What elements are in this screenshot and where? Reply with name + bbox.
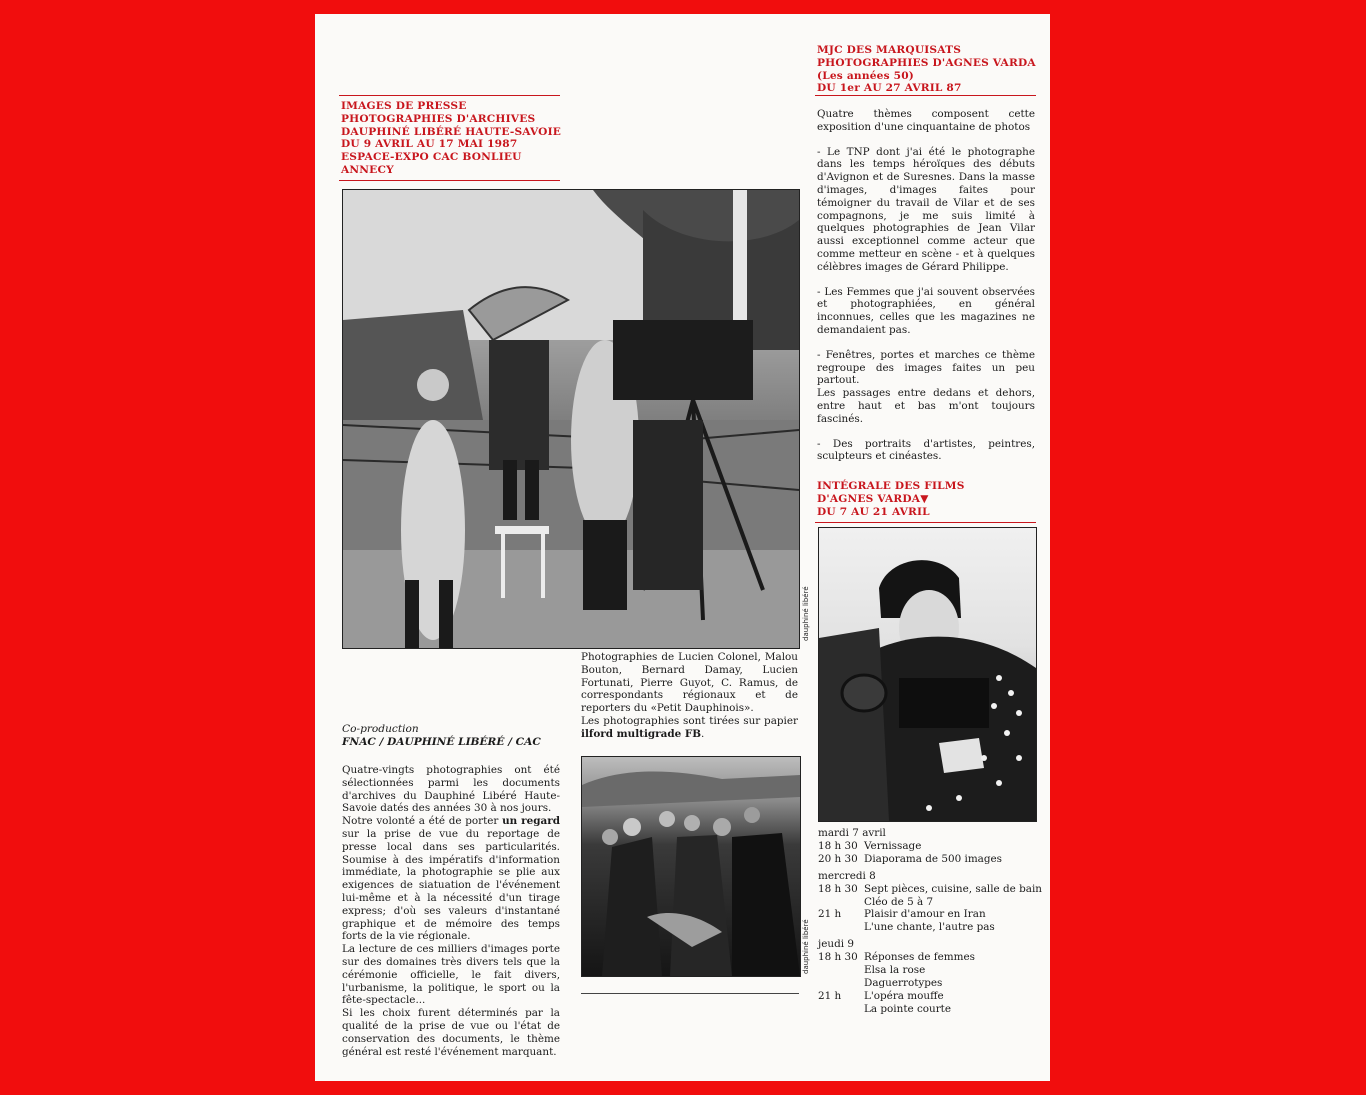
header-line: DU 7 AU 21 AVRIL <box>817 505 930 518</box>
schedule-day: mercredi 8 <box>818 869 876 882</box>
caption-text: Photographies de Lucien Colonel, Malou Bouton, Bernard Damay, Lucien Fortunati, Pierre Guyot, C. Ramus, de correspondants régionaux et de reporters du «Petit Dauphinois». <box>581 651 798 715</box>
film-title: Plaisir d'amour en Iran <box>864 908 986 921</box>
archives-paragraph: Quatre-vingts photographies ont été sélectionnées parmi les documents d'archives du Dauphiné Libéré Haute-Savoie datés des années 30 à nos jours. <box>342 764 560 815</box>
header-line: ESPACE-EXPO CAC BONLIEU <box>341 151 522 164</box>
film-title: Elsa la rose <box>864 964 926 977</box>
ceremony-crowd-photo <box>581 756 801 977</box>
archives-paragraph: sur la prise de vue du reportage de presse local dans ses particularités. Soumise à des impératifs d'information immédiate, la photographie se plie aux exigences de siatuation de l'événement lui-même et à la nécessité d'un tirage express; d'où ses valeurs d'instantané graphique et de mémoire des temps forts de la vie régionale. <box>342 827 560 943</box>
film-title: Cléo de 5 à 7 <box>864 895 934 908</box>
film-title: Réponses de femmes <box>864 951 975 964</box>
film-title: Diaporama de 500 images <box>864 852 1003 865</box>
archives-paragraph: La lecture de ces milliers d'images porte sur des domaines très divers tels que la cérémonie officielle, le fait divers, l'urbanisme, la politique, le sport ou la fête-spectacle... <box>342 943 560 1007</box>
header-rule <box>815 95 1036 96</box>
schedule-entry <box>818 964 1043 977</box>
schedule-entry <box>818 977 1043 990</box>
films-header <box>817 480 965 518</box>
schedule-entry <box>818 853 1043 866</box>
header-line: MJC DES MARQUISATS <box>817 44 962 56</box>
header-line: D'AGNES VARDA▼ <box>817 492 929 505</box>
header-line: PHOTOGRAPHIES D'ARCHIVES <box>341 112 536 125</box>
archives-paragraph: Si les choix furent déterminés par la qualité de la prise de vue ou l'état de conservation des documents, le thème général est resté l'événement marquant. <box>342 1007 560 1058</box>
varda-paragraph: Les passages entre dedans et dehors, entre haut et bas m'ont toujours fascinés. <box>817 387 1035 425</box>
archives-paragraph: Notre volonté a été de porter <box>342 815 499 828</box>
header-line: DU 1er AU 27 AVRIL 87 <box>817 82 962 95</box>
header-line: DU 9 AVRIL AU 17 MAI 1987 <box>341 138 518 151</box>
column-rule <box>581 993 799 994</box>
archives-emphasis: un regard <box>502 815 560 828</box>
press-photographers-photo <box>342 189 800 649</box>
schedule-time: 18 h 30 <box>818 839 858 852</box>
coproduction-block <box>342 723 541 749</box>
coproduction-partners: FNAC / DAUPHINÉ LIBÉRÉ / CAC <box>342 736 541 748</box>
schedule-time: 21 h <box>818 908 842 921</box>
schedule-time: 18 h 30 <box>818 882 858 895</box>
film-title: Daguerrotypes <box>864 976 943 989</box>
photo-illustration <box>343 190 799 648</box>
schedule-entry <box>818 951 1043 964</box>
header-line: (Les années 50) <box>817 69 915 82</box>
header-line: PHOTOGRAPHIES D'AGNES VARDA <box>817 56 1036 69</box>
film-title: L'opéra mouffe <box>864 989 944 1002</box>
varda-paragraph: - Les Femmes que j'ai souvent observées et photographiées, en général inconnues, celles que les magazines ne demandaient pas. <box>817 285 1035 336</box>
schedule-entry <box>818 908 1043 921</box>
header-rule-bottom <box>339 180 560 181</box>
header-rule-top <box>339 95 560 96</box>
schedule-entry <box>818 921 1043 934</box>
archives-description <box>342 764 560 1058</box>
coproduction-label: Co-production <box>342 723 419 735</box>
schedule-day: mardi 7 avril <box>818 827 886 839</box>
caption-paper: Les photographies sont tirées sur papier <box>581 714 798 727</box>
schedule-time: 18 h 30 <box>818 951 858 964</box>
film-schedule <box>818 827 1043 1016</box>
header-line: DAUPHINÉ LIBÉRÉ HAUTE-SAVOIE <box>341 125 562 138</box>
header-line: INTÉGRALE DES FILMS <box>817 480 965 492</box>
varda-description <box>817 108 1035 463</box>
varda-paragraph: Quatre thèmes composent cette exposition d'une cinquantaine de photos <box>817 108 1035 133</box>
varda-paragraph: - Des portraits d'artistes, peintres, sculpteurs et cinéastes. <box>817 437 1035 463</box>
brochure-page <box>315 14 1050 1081</box>
schedule-entry <box>818 896 1043 909</box>
film-title: L'une chante, l'autre pas <box>864 921 995 934</box>
schedule-entry <box>818 840 1043 853</box>
exhibition-header <box>341 100 561 177</box>
photo-credit: dauphiné libéré <box>802 586 810 641</box>
header-line: IMAGES DE PRESSE <box>341 100 467 112</box>
header-line: ANNECY <box>341 163 394 176</box>
film-title: Vernissage <box>864 839 922 852</box>
agnes-varda-portrait-photo <box>818 527 1037 822</box>
schedule-entry <box>818 883 1043 896</box>
varda-paragraph: - Le TNP dont j'ai été le photographe dans les temps héroïques des débuts d'Avignon et de Suresnes. Dans la masse d'images, d'images faites pour témoigner du travail de Vilar et de ses compagnons, je me suis limité à quelques photographies de Jean Vilar aussi exceptionnel comme acteur que comme metteur en scène - et à quelques célèbres images de Gérard Philippe. <box>817 145 1035 273</box>
photo-illustration <box>819 528 1036 821</box>
film-title: Sept pièces, cuisine, salle de bain <box>864 882 1042 895</box>
photo-credit: dauphiné libéré <box>802 919 810 974</box>
schedule-entry <box>818 1003 1043 1016</box>
varda-paragraph: - Fenêtres, portes et marches ce thème regroupe des images faites un peu partout. <box>817 348 1035 387</box>
photo-illustration <box>582 757 800 976</box>
schedule-time: 20 h 30 <box>818 852 858 865</box>
header-rule <box>815 522 1036 523</box>
varda-exhibition-header <box>817 44 1036 95</box>
schedule-entry <box>818 990 1043 1003</box>
caption-paper-brand: ilford multigrade FB <box>581 727 702 740</box>
schedule-time: 21 h <box>818 989 842 1002</box>
film-title: La pointe courte <box>864 1002 952 1015</box>
schedule-day: jeudi 9 <box>818 938 854 951</box>
photo-caption: Photographies de Lucien Colonel, Malou Bouton, Bernard Damay, Lucien Fortunati, Pierre Guyot, C. Ramus, de correspondants régionaux et de reporters du «Petit Dauphinois». Les photographies sont tirées sur papier ilford multigrade FB. <box>581 651 798 740</box>
